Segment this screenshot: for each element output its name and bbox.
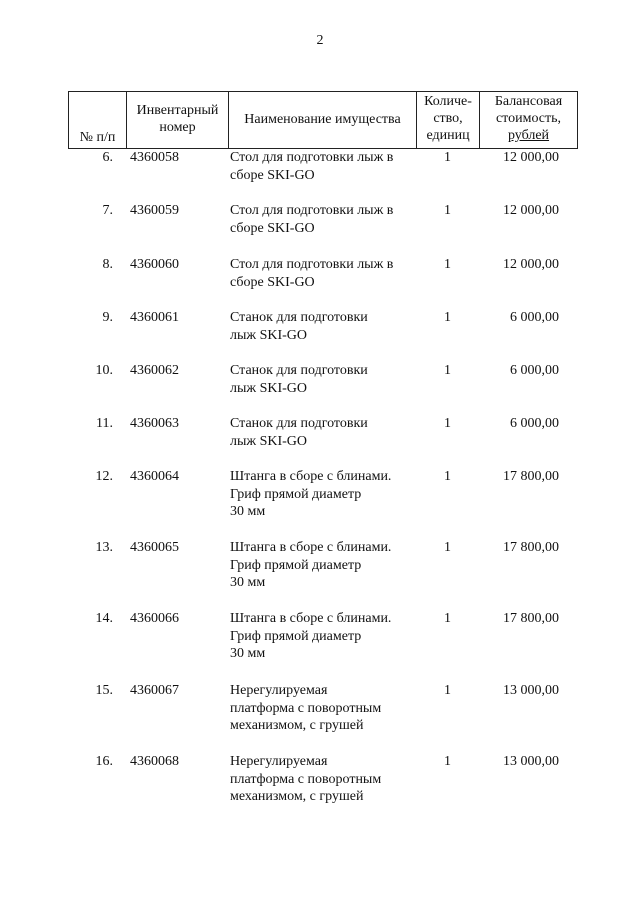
row-inventory-number: 4360060 xyxy=(130,257,179,272)
row-item-name-line: механизмом, с грушей xyxy=(230,789,364,804)
header-inventory-line: Инвентарный xyxy=(136,103,219,118)
row-item-name-line: механизмом, с грушей xyxy=(230,718,364,733)
header-inventory xyxy=(126,92,228,148)
row-item-name-line: Штанга в сборе с блинами. xyxy=(230,469,392,484)
row-cost: 12 000,00 xyxy=(503,150,559,165)
row-item-name-line: сборе SKI-GO xyxy=(230,274,315,290)
row-item-name-line: Станок для подготовки xyxy=(230,310,368,325)
row-item-name xyxy=(230,415,416,450)
header-inventory-line: номер xyxy=(159,120,196,135)
row-item-name-line: Гриф прямой диаметр xyxy=(230,628,362,644)
row-quantity: 1 xyxy=(444,683,451,698)
row-inventory-number: 4360062 xyxy=(130,363,179,378)
row-quantity: 1 xyxy=(444,310,451,325)
row-inventory-number: 4360058 xyxy=(130,150,179,165)
row-item-name-line: лыж SKI-GO xyxy=(230,327,308,343)
row-inventory-number: 4360063 xyxy=(130,416,179,431)
row-number: 13. xyxy=(95,540,113,555)
row-cost: 17 800,00 xyxy=(503,540,559,555)
table-header xyxy=(68,91,578,149)
row-number: 10. xyxy=(95,363,113,378)
row-cost: 17 800,00 xyxy=(503,469,559,484)
row-item-name xyxy=(230,362,416,397)
row-number: 7. xyxy=(102,203,113,218)
row-item-name-line: Гриф прямой диаметр xyxy=(230,557,362,573)
header-num-label: № п/п xyxy=(79,130,116,145)
row-cost: 6 000,00 xyxy=(510,310,559,325)
row-number: 8. xyxy=(102,257,113,272)
row-item-name xyxy=(230,309,416,344)
row-cost: 12 000,00 xyxy=(503,203,559,218)
page-number: 2 xyxy=(316,33,324,48)
row-cost: 13 000,00 xyxy=(503,683,559,698)
row-item-name-line: 30 мм xyxy=(230,575,266,590)
property-table xyxy=(68,91,578,804)
row-item-name-line: Нерегулируемая xyxy=(230,754,328,769)
row-cost: 12 000,00 xyxy=(503,257,559,272)
header-name xyxy=(228,92,416,148)
row-number: 9. xyxy=(102,310,113,325)
row-item-name-line: Стол для подготовки лыж в xyxy=(230,203,394,218)
row-inventory-number: 4360067 xyxy=(130,683,179,698)
row-item-name-line: платформа с поворотным xyxy=(230,700,382,716)
row-number: 16. xyxy=(95,754,113,769)
row-inventory-number: 4360064 xyxy=(130,469,179,484)
header-cost-line: Балансовая xyxy=(494,94,563,109)
row-quantity: 1 xyxy=(444,363,451,378)
header-quantity xyxy=(416,92,479,148)
row-number: 12. xyxy=(95,469,113,484)
row-item-name-line: Станок для подготовки xyxy=(230,416,368,431)
row-item-name xyxy=(230,468,416,521)
row-quantity: 1 xyxy=(444,203,451,218)
row-item-name xyxy=(230,610,416,663)
header-num xyxy=(68,92,126,148)
row-item-name-line: Нерегулируемая xyxy=(230,683,328,698)
row-number: 11. xyxy=(96,416,113,431)
row-item-name-line: сборе SKI-GO xyxy=(230,220,315,236)
row-number: 6. xyxy=(102,150,113,165)
row-item-name xyxy=(230,682,416,735)
row-item-name xyxy=(230,149,416,184)
row-item-name-line: Штанга в сборе с блинами. xyxy=(230,540,392,555)
row-quantity: 1 xyxy=(444,540,451,555)
row-item-name xyxy=(230,256,416,291)
row-quantity: 1 xyxy=(444,469,451,484)
header-cost-line: рублей xyxy=(507,128,550,143)
row-inventory-number: 4360068 xyxy=(130,754,179,769)
header-cost xyxy=(479,92,578,148)
row-inventory-number: 4360065 xyxy=(130,540,179,555)
row-number: 15. xyxy=(95,683,113,698)
row-inventory-number: 4360066 xyxy=(130,611,179,626)
row-quantity: 1 xyxy=(444,150,451,165)
row-cost: 6 000,00 xyxy=(510,363,559,378)
header-quantity-line: ство, xyxy=(433,111,463,126)
row-item-name xyxy=(230,202,416,237)
row-inventory-number: 4360059 xyxy=(130,203,179,218)
header-name-label: Наименование имущества xyxy=(244,112,401,127)
row-item-name-line: платформа с поворотным xyxy=(230,771,382,787)
row-item-name xyxy=(230,539,416,592)
row-quantity: 1 xyxy=(444,257,451,272)
row-quantity: 1 xyxy=(444,611,451,626)
row-item-name-line: Штанга в сборе с блинами. xyxy=(230,611,392,626)
row-item-name-line: Стол для подготовки лыж в xyxy=(230,150,394,165)
row-item-name-line: 30 мм xyxy=(230,504,266,519)
row-cost: 6 000,00 xyxy=(510,416,559,431)
row-number: 14. xyxy=(95,611,113,626)
header-quantity-line: единиц xyxy=(426,128,470,143)
row-item-name-line: лыж SKI-GO xyxy=(230,380,308,396)
row-item-name-line: Гриф прямой диаметр xyxy=(230,486,362,502)
row-inventory-number: 4360061 xyxy=(130,310,179,325)
row-quantity: 1 xyxy=(444,754,451,769)
row-item-name-line: 30 мм xyxy=(230,646,266,661)
header-quantity-line: Количе- xyxy=(424,94,472,109)
row-cost: 13 000,00 xyxy=(503,754,559,769)
row-item-name-line: Станок для подготовки xyxy=(230,363,368,378)
row-item-name-line: сборе SKI-GO xyxy=(230,167,315,183)
row-item-name-line: лыж SKI-GO xyxy=(230,433,308,449)
header-cost-line: стоимость, xyxy=(495,111,562,126)
row-quantity: 1 xyxy=(444,416,451,431)
row-cost: 17 800,00 xyxy=(503,611,559,626)
row-item-name-line: Стол для подготовки лыж в xyxy=(230,257,394,272)
row-item-name xyxy=(230,753,416,806)
